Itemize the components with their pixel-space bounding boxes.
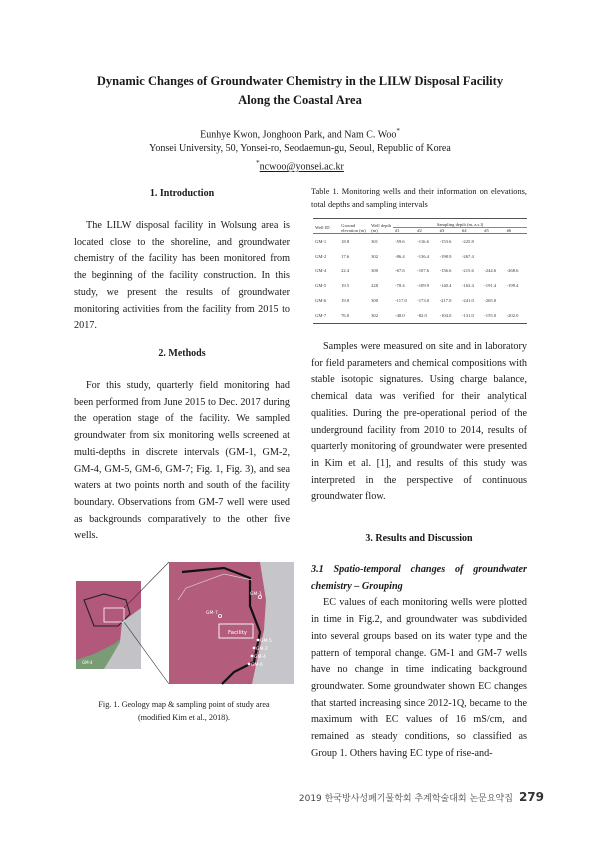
author-names bbox=[60, 124, 540, 142]
inset-gm4-label: GM-4 bbox=[82, 660, 93, 665]
gm4-marker bbox=[251, 655, 254, 658]
sampling-depth-cell: -202.0 bbox=[506, 312, 519, 318]
gm2-label: GM-2 bbox=[256, 647, 268, 652]
affiliation: Yonsei University, 50, Yonsei-ro, Seodaemun-gu, Seoul, Republic of Korea bbox=[149, 143, 451, 155]
email-mark: * bbox=[256, 159, 260, 168]
col-sample-3: #3 bbox=[439, 228, 445, 233]
samples-body bbox=[311, 339, 527, 506]
sampling-depth-cell: -241.0 bbox=[461, 298, 474, 304]
sampling-depth-cell: -116.6 bbox=[417, 238, 429, 244]
sampling-depth-cell: -198.9 bbox=[439, 253, 452, 259]
sampling-depth-cell: -67.6 bbox=[395, 268, 405, 274]
overview-map bbox=[76, 581, 141, 669]
elevation-cell: 18.8 bbox=[341, 238, 350, 244]
elevation-cell: 22.4 bbox=[341, 268, 350, 274]
sampling-depth-cell: -265.0 bbox=[484, 298, 497, 304]
sampling-depth-cell: -86.4 bbox=[395, 253, 405, 259]
sampling-depth-cell: -173.0 bbox=[417, 298, 430, 304]
elevation-cell: 19.5 bbox=[341, 283, 350, 289]
well-depth-cell: 300 bbox=[371, 298, 379, 304]
well-depth-cell: 300 bbox=[371, 268, 379, 274]
detail-map bbox=[169, 562, 294, 684]
sampling-depth-cell: -109.9 bbox=[417, 283, 430, 289]
sampling-depth-cell: -225.8 bbox=[461, 238, 474, 244]
well-depth-cell: 228 bbox=[371, 283, 379, 289]
figure1-caption-line1: Fig. 1. Geology map & sampling point of study area bbox=[98, 700, 270, 709]
sampling-depth-cell bbox=[505, 293, 527, 308]
col-ground-elevation: Ground elevation (m) bbox=[341, 222, 366, 233]
table-row bbox=[313, 249, 527, 264]
well-depth-cell: 301 bbox=[371, 238, 379, 244]
well-id-cell: GM-7 bbox=[315, 312, 327, 318]
col-well-id: Well ID bbox=[315, 225, 330, 230]
sampling-depth-cell: -78.4 bbox=[395, 283, 405, 289]
sampling-depth-cell: -215.6 bbox=[461, 268, 474, 274]
table-row bbox=[313, 278, 527, 293]
sampling-depth-cell: -217.0 bbox=[439, 298, 452, 304]
well-id-cell: GM-5 bbox=[315, 283, 327, 289]
results-heading: 3. Results and Discussion bbox=[365, 533, 473, 544]
methods-paragraph: For this study, quarterly field monitoring had been performed from June 2015 to Dec. 2017 during the operation stage of the facility. We sampled groundwater from six monitoring wells screened at multi-depths in discrete intervals (GM-1, GM-2, GM-4, GM-5, GM-6, GM-7; Fig. 1, Fig. 3), and sea waters at two points north and south of the facility boundary. Observations from GM-7 well were used as backgrounds comparatively to the other five wells. bbox=[74, 380, 290, 542]
col-sample-5: #5 bbox=[484, 228, 489, 233]
elevation-cell: 17.6 bbox=[341, 253, 350, 259]
table-row bbox=[313, 308, 527, 323]
sampling-depth-cell: -244.6 bbox=[484, 268, 497, 274]
intro-paragraph: The LILW disposal facility in Wolsung area is located close to the shoreline, and groundwater chemistry of the facility has been monitored from the beginning of the facility construction. In this study, we present the results of groundwater monitoring activities from the facility from 2015 to 2017. bbox=[74, 220, 290, 332]
gm5-label: GM-5 bbox=[260, 639, 272, 644]
well-depth-cell: 302 bbox=[371, 312, 379, 318]
col-sample-6: #6 bbox=[506, 228, 512, 233]
well-id-cell: GM-1 bbox=[315, 238, 327, 244]
page-number: 279 bbox=[518, 790, 544, 804]
methods-body bbox=[74, 378, 290, 545]
geology-map-figure bbox=[74, 560, 294, 685]
col-sampling-depth: Sampling depth (m, a.s.l) bbox=[393, 219, 527, 228]
methods-heading: 2. Methods bbox=[158, 348, 206, 359]
author-block bbox=[60, 124, 540, 175]
sampling-depth-cell: -136.4 bbox=[417, 253, 430, 259]
well-id-cell: GM-6 bbox=[315, 298, 327, 304]
well-id-cell: GM-2 bbox=[315, 253, 327, 259]
sampling-depth-cell: -104.0 bbox=[439, 312, 452, 318]
author-list: Eunhye Kwon, Jonghoon Park, and Nam C. Woo bbox=[200, 129, 397, 141]
sampling-depth-cell: -117.0 bbox=[395, 298, 407, 304]
table-header-row bbox=[313, 219, 527, 228]
sampling-depth-cell: -140.4 bbox=[439, 283, 452, 289]
table-row bbox=[313, 234, 527, 249]
well-id-cell: GM-4 bbox=[315, 268, 327, 274]
figure1-caption bbox=[74, 698, 294, 724]
results-subheading: 3.1 Spatio-temporal changes of groundwater chemistry – Grouping bbox=[311, 564, 527, 592]
sampling-depth-cell: -156.6 bbox=[439, 268, 452, 274]
gm6-marker bbox=[248, 663, 251, 666]
gm5-marker bbox=[257, 639, 260, 642]
figure1-caption-line2: (modified Kim et al., 2018). bbox=[137, 713, 231, 722]
sampling-depth-cell bbox=[505, 234, 527, 249]
sampling-depth-cell: -59.6 bbox=[395, 238, 405, 244]
elevation-cell: 76.0 bbox=[341, 312, 350, 318]
sampling-depth-cell: -48.0 bbox=[395, 312, 405, 318]
sampling-depth-cell: -267.4 bbox=[461, 253, 474, 259]
title-line-2: Along the Coastal Area bbox=[238, 93, 362, 107]
sampling-depth-cell bbox=[482, 249, 504, 264]
sampling-depth-cell bbox=[505, 249, 527, 264]
table1-caption: Table 1. Monitoring wells and their information on elevations, total depths and sampling intervals bbox=[311, 187, 527, 209]
table1-container bbox=[313, 218, 527, 324]
gm6-label: GM-6 bbox=[251, 663, 263, 668]
col-sample-2: #2 bbox=[417, 228, 422, 233]
col-sample-4: #4 bbox=[461, 228, 467, 233]
intro-body bbox=[74, 218, 290, 335]
gm2-marker bbox=[253, 647, 256, 650]
well-depth-cell: 302 bbox=[371, 253, 379, 259]
facility-label: Facility bbox=[228, 630, 248, 636]
sampling-depth-cell: -163.4 bbox=[461, 283, 474, 289]
sampling-depth-cell: -155.0 bbox=[484, 312, 497, 318]
email-link[interactable]: ncwoo@yonsei.ac.kr bbox=[259, 161, 344, 173]
title-line-1: Dynamic Changes of Groundwater Chemistry in the LILW Disposal Facility bbox=[96, 74, 504, 88]
sampling-depth-cell: -268.6 bbox=[506, 268, 519, 274]
sampling-depth-cell: -107.6 bbox=[417, 268, 430, 274]
results-paragraph: EC values of each monitoring wells were plotted in time in Fig.2, and groundwater was subdivided into several groups based on its water type and the pattern of temporal change. GM-1 and GM-7 wells have no change in time indicating background groundwater. Some groundwater shown EC changes that started increasing since 2012-1Q, became to the maximum with EC values of 16 mS/cm, and remained as steady conditions, so classified as Group 1. Others having EC type of rise-and- bbox=[311, 597, 527, 759]
monitoring-wells-table bbox=[313, 219, 527, 323]
conference-name: 2019 한국방사성폐기물학회 추계학술대회 논문요약집 bbox=[298, 794, 513, 804]
sampling-depth-cell bbox=[482, 234, 504, 249]
intro-heading: 1. Introduction bbox=[149, 188, 215, 199]
col-sample-1: #1 bbox=[395, 228, 400, 233]
gm1-label: GM-1 bbox=[250, 592, 262, 597]
sampling-depth-cell: -199.4 bbox=[506, 283, 519, 289]
sampling-depth-cell: -131.0 bbox=[461, 312, 474, 318]
samples-paragraph: Samples were measured on site and in laboratory for field parameters and chemical compositions with stable isotopic signatures. Using charge balance, chemical data was verified for their analytical qualities. During the pre-operational period of the underground facility from 2010 to 2014, results of quarterly monitoring of groundwater were presented in Kim et al. [1], and results of this study was interpreted in the perspective of continuous groundwater flow. bbox=[311, 341, 527, 503]
table-row bbox=[313, 264, 527, 279]
col-well-depth: Well depth (m) bbox=[371, 222, 392, 233]
corresponding-mark: * bbox=[396, 127, 400, 135]
sampling-depth-cell: -153.6 bbox=[439, 238, 452, 244]
table-body bbox=[313, 234, 527, 323]
elevation-cell: 19.0 bbox=[341, 298, 350, 304]
gm7-label: GM-7 bbox=[206, 611, 218, 616]
sampling-depth-cell: -191.4 bbox=[484, 283, 497, 289]
email-line bbox=[60, 156, 540, 174]
table-row bbox=[313, 293, 527, 308]
gm4-label: GM-4 bbox=[254, 655, 266, 660]
results-body bbox=[311, 562, 527, 762]
page-footer bbox=[299, 790, 544, 804]
paper-title bbox=[60, 72, 540, 110]
sampling-depth-cell: -82.0 bbox=[417, 312, 427, 318]
